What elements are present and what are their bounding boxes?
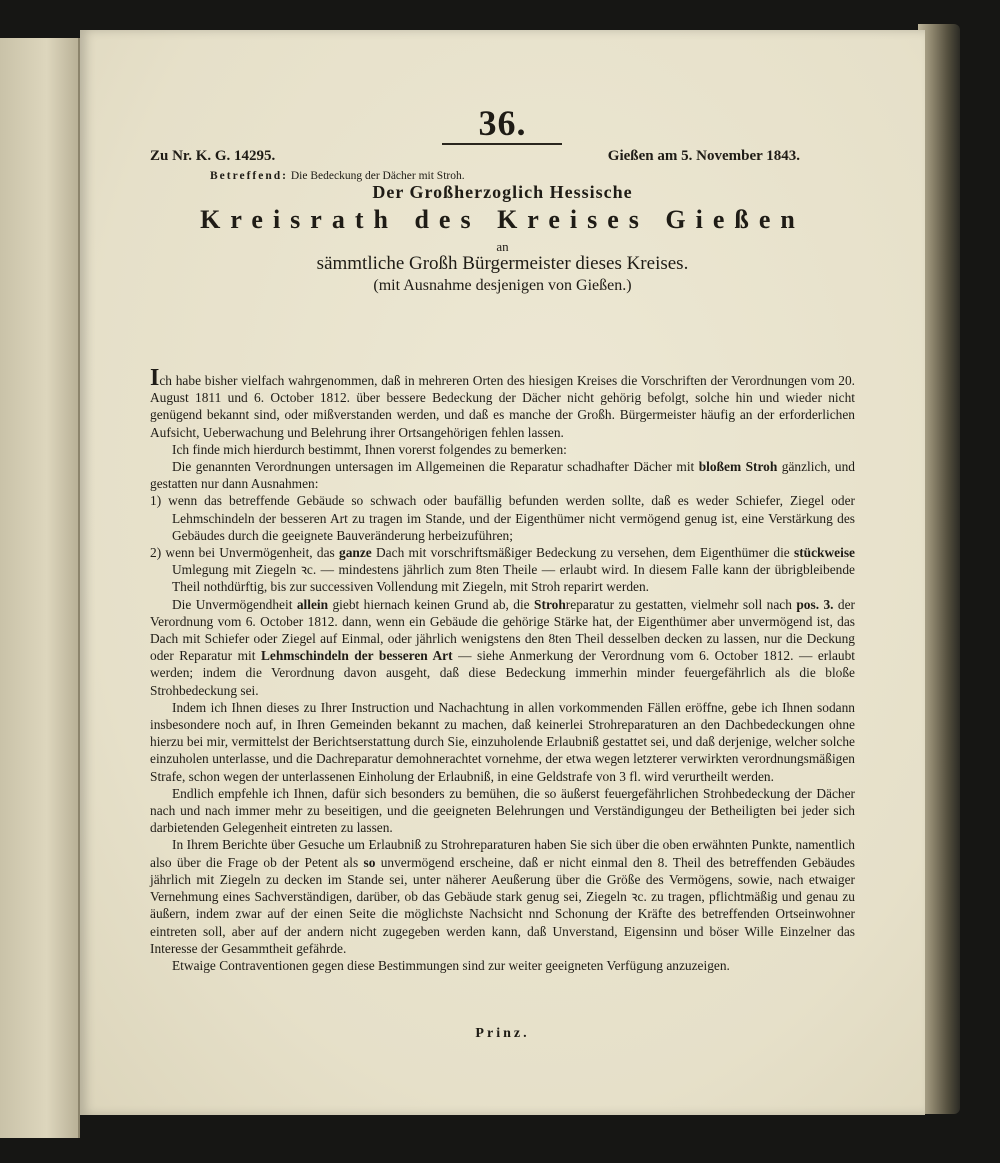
paragraph-4-text-e: — siehe Anmerkung der Verordnung vom 6. October 1812. — erlaubt werden; indem die Verordnung davon ausgeht, daß diese Bedeckung immerhin minder feuergefährlich als die bloße Strohbedeckung sei. bbox=[150, 648, 856, 698]
addressee-line-1: sämmtliche Großh Bürgermeister dieses Kreises. bbox=[316, 253, 689, 274]
paragraph-7-text-b: unvermögend erscheine, daß er nicht einmal den 8. Theil des betreffenden Gebäudes jährlich mit Ziegeln zu decken im Stande sei, unter näherer Aeußerung über die Größe des Vermögens, sowie, nach etwaiger Vernehmung eines Sachverständigen, darüber, ob das Gebäude stark genug sei, Ziegeln ꝛc. zu tragen, pflichtmäßig und genau zu äußern, indem zwar auf der einen Seite die möglichste Nachsicht nnd Schonung der Kräfte des betreffenden Ortseinwohner eintreten soll, aber auf der andern nicht zugegeben werden kann, daß Unverstand, Eigensinn und böser Wille Einzelner das Interesse der Gesammtheit gefährde. bbox=[150, 854, 855, 956]
paragraph-1-text: ch habe bisher vielfach wahrgenommen, daß in mehreren Orten des hiesigen Kreises die Vorschriften der Verordnungen vom 20. August 1811 und 6. October 1812. über bessere Bedeckung der Dächer nicht gehörig befolgt, solche hin und wieder nicht genügend bekannt sind, oder mißverstanden werden, und daß es manche der Großh. Bürgermeister häufig an der erforderlichen Aufsicht, Ueberwachung und Belehrung ihrer Ortsangehörigen fehlen lassen. bbox=[150, 373, 855, 440]
paragraph-7-emphasis: so bbox=[363, 854, 376, 870]
paragraph-4-emphasis-d: Lehmschindeln der besseren Art bbox=[260, 648, 453, 664]
page-number-rule bbox=[442, 143, 562, 145]
paragraph-7-text-a: In Ihrem Berichte über Gesuche um Erlaubniß zu Strohreparaturen haben Sie sich über die oben erwähnten Punkte, namentlich also über die Frage ob der Petent als bbox=[150, 837, 855, 870]
subject-label: Betreffend: bbox=[210, 170, 288, 182]
paragraph-4-text-b: giebt hiernach keinen Grund ab, die bbox=[328, 596, 535, 612]
paragraph-3-emphasis: bloßem Stroh bbox=[698, 459, 778, 475]
paragraph-8: Etwaige Contraventionen gegen diese Bestimmungen sind zur weiter geeigneten Verfügung anzuzeigen. bbox=[172, 957, 730, 973]
paragraph-4-emphasis-b: Stroh bbox=[534, 596, 566, 612]
authority-line-1: Der Großherzoglich Hessische bbox=[372, 182, 633, 202]
reference-number: Zu Nr. K. G. 14295. bbox=[150, 148, 276, 164]
paragraph-6: Endlich empfehle ich Ihnen, dafür sich besonders zu bemühen, die so äußerst feuergefährlichen Strohbedeckung der Dächer nach und nach immer mehr zu beseitigen, und die geeigneten Belehrungen und Verständigungeu der Betheiligten bei jeder sich darbietenden Gelegenheit eintreten zu lassen. bbox=[150, 785, 855, 836]
list-item-2 bbox=[150, 544, 855, 596]
paragraph-4-emphasis-c: pos. 3. bbox=[796, 596, 834, 612]
list-item-2-text-a: 2) wenn bei Unvermögenheit, das bbox=[150, 545, 340, 561]
paragraph-4 bbox=[150, 596, 855, 699]
paragraph-4-text-a: Die Unvermögendheit bbox=[172, 596, 297, 612]
paragraph-2: Ich finde mich hierdurch bestimmt, Ihnen vorerst folgendes zu bemerken: bbox=[172, 441, 567, 457]
paragraph-1 bbox=[150, 365, 855, 441]
place-date: Gießen am 5. November 1843. bbox=[607, 148, 800, 164]
document-page bbox=[80, 30, 925, 1115]
subject-line bbox=[210, 170, 465, 182]
page-number: 36. bbox=[478, 103, 527, 143]
authority-line-2: Kreisrath des Kreises Gießen bbox=[200, 205, 805, 234]
initial-letter: I bbox=[150, 365, 160, 391]
paragraph-7 bbox=[150, 836, 855, 956]
subject-text: Die Bedeckung der Dächer mit Stroh. bbox=[290, 170, 465, 182]
signature: Prinz. bbox=[475, 1026, 530, 1041]
paragraph-3 bbox=[150, 458, 855, 492]
authority-an: an bbox=[496, 239, 509, 254]
paragraph-4-text-c: reparatur zu gestatten, vielmehr soll nach bbox=[565, 596, 797, 612]
facing-page-edge bbox=[0, 38, 80, 1138]
list-item-2-text-b: Dach mit vorschriftsmäßiger Bedeckung zu versehen, dem Eigenthümer die bbox=[371, 545, 794, 561]
paragraph-3-text-b: gänzlich, und gestatten nur dann Ausnahmen: bbox=[150, 459, 855, 492]
paragraph-4-emphasis-a: allein bbox=[296, 596, 329, 612]
paragraph-5: Indem ich Ihnen dieses zu Ihrer Instruction und Nachachtung in allen vorkommenden Fällen eröffne, gebe ich Ihnen sodann insbesondere noch auf, in Ihren Gemeinden bekannt zu machen, daß keinerlei Strohreparaturen an den Dachbedeckungen ohne hierzu bei mir, vermittelst der Berichtserstattung durch Sie, einzuholende Erlaubniß gestattet sei, und daß derjenige, welcher solche einzuholen unterlasse, und die Dachreparatur demohnerachtet vornehme, der etwa wegen letzterer verwirkten verordnungsmäßigen Strafe, schon wegen der unterlassenen Einholung der Erlaubniß, in eine Geldstrafe von 3 fl. wird verurtheilt werden. bbox=[150, 699, 855, 784]
paragraph-3-text-a: Die genannten Verordnungen untersagen im Allgemeinen die Reparatur schadhafter Dächer mit bbox=[172, 459, 699, 475]
addressee-line-2: (mit Ausnahme desjenigen von Gießen.) bbox=[373, 277, 632, 294]
list-item-1: 1) wenn das betreffende Gebäude so schwach oder baufällig befunden werden sollte, daß es weder Schiefer, Ziegel oder Lehmschindeln der besseren Art zu tragen im Stande, und der Eigenthümer nicht vermögend genug ist, eine Verstärkung des Gebäudes durch die geeignete Bauveränderung herbeizuführen; bbox=[150, 493, 855, 543]
paragraph-4-text-d: der Verordnung vom 6. October 1812. dann, wenn ein Gebäude die gehörige Stärke hat, der Eigenthümer aber unvermögend ist, das Dach mit Schiefer oder Ziegel auf Einmal, oder jährlich wenigstens den 8ten Theil desselben decken zu lassen, nur die Deckung oder Reparatur mit bbox=[150, 596, 856, 664]
list-item-2-emphasis-a: ganze bbox=[339, 545, 372, 561]
list-item-2-emphasis-b: stückweise bbox=[794, 545, 855, 561]
list-item-2-text-c: Umlegung mit Ziegeln ꝛc. — mindestens jährlich zum 8ten Theile — erlaubt wird. In diesem Falle kann der übrigbleibende Theil nothdürftig, bis zur successiven Vollendung mit Ziegeln, mit Stroh reparirt werden. bbox=[172, 562, 855, 595]
document-body bbox=[150, 365, 856, 974]
